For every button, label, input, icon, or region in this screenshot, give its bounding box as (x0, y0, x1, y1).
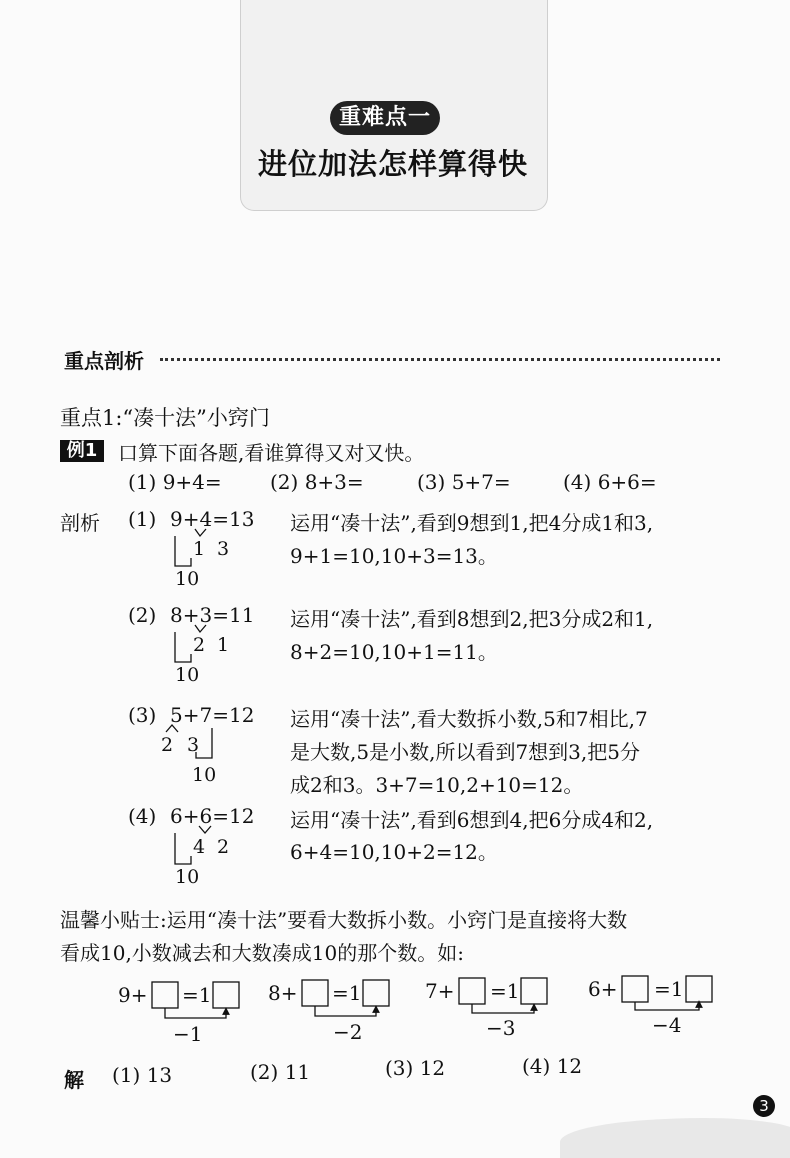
analysis-label: 剖析 (60, 511, 100, 535)
case-4-equation: 6+6=12 (170, 804, 255, 828)
case-2-index: (2) (128, 603, 157, 627)
answer-3: (3) 12 (385, 1056, 446, 1080)
point-title: 重点1:“凑十法”小窍门 (60, 406, 270, 430)
case-3-split-a: 2 (161, 734, 174, 756)
case-1-index: (1) (128, 507, 157, 531)
formula-3-equals: =1 (490, 979, 520, 1003)
case-2-split-b: 1 (217, 634, 230, 656)
formula-4-minus: −4 (652, 1013, 682, 1037)
case-1-split-a: 1 (193, 538, 206, 560)
answer-2: (2) 11 (250, 1060, 311, 1084)
case-4-index: (4) (128, 804, 157, 828)
answer-4: (4) 12 (522, 1054, 583, 1078)
case-4-line-2: 6+4=10,10+2=12。 (290, 840, 498, 864)
formula-3-first: 7+ (425, 979, 455, 1003)
answer-1: (1) 13 (112, 1063, 173, 1087)
case-1-line-1: 运用“凑十法”,看到9想到1,把4分成1和3, (290, 511, 654, 535)
section-title: 重点剖析 (64, 349, 144, 373)
formula-2-first: 8+ (268, 981, 298, 1005)
example-question: 口算下面各题,看谁算得又对又快。 (118, 441, 425, 465)
solution-label: 解 (64, 1068, 84, 1092)
case-3-equation: 5+7=12 (170, 703, 255, 727)
example-item-1: (1) 9+4= (128, 470, 222, 494)
case-3-line-3: 成2和3。3+7=10,2+10=12。 (290, 773, 584, 797)
formula-1-first: 9+ (118, 983, 148, 1007)
tip-line-2: 看成10,小数减去和大数凑成10的那个数。如: (60, 941, 464, 965)
case-4-split-b: 2 (217, 836, 230, 858)
example-item-2: (2) 8+3= (270, 470, 364, 494)
formula-2-equals: =1 (332, 981, 362, 1005)
formula-2-minus: −2 (333, 1020, 363, 1044)
case-1-split-b: 3 (217, 538, 230, 560)
case-4-line-1: 运用“凑十法”,看到6想到4,把6分成4和2, (290, 808, 654, 832)
formula-4-equals: =1 (654, 977, 684, 1001)
case-3-ten: 10 (192, 764, 217, 786)
formula-4-first: 6+ (588, 977, 618, 1001)
case-1-line-2: 9+1=10,10+3=13。 (290, 544, 498, 568)
case-2-ten: 10 (175, 664, 200, 686)
case-2-line-1: 运用“凑十法”,看到8想到2,把3分成2和1, (290, 607, 654, 631)
case-3-line-1: 运用“凑十法”,看大数拆小数,5和7相比,7 (290, 707, 648, 731)
formula-3-minus: −3 (486, 1016, 516, 1040)
case-4-ten: 10 (175, 866, 200, 888)
chapter-badge: 重难点一 (330, 101, 440, 135)
case-2-line-2: 8+2=10,10+1=11。 (290, 640, 498, 664)
page-number: 3 (753, 1095, 775, 1117)
case-1-equation: 9+4=13 (170, 507, 255, 531)
formula-1-equals: =1 (182, 983, 212, 1007)
tip-line-1: 温馨小贴士:运用“凑十法”要看大数拆小数。小窍门是直接将大数 (60, 908, 628, 932)
formula-1-minus: −1 (173, 1022, 203, 1046)
example-badge: 例1 (60, 440, 104, 462)
case-2-split-a: 2 (193, 634, 206, 656)
case-1-ten: 10 (175, 568, 200, 590)
case-4-split-a: 4 (193, 836, 206, 858)
case-3-line-2: 是大数,5是小数,所以看到7想到3,把5分 (290, 740, 640, 764)
case-3-index: (3) (128, 703, 157, 727)
case-2-equation: 8+3=11 (170, 603, 255, 627)
case-3-split-b: 3 (187, 734, 200, 756)
example-item-4: (4) 6+6= (563, 470, 657, 494)
example-item-3: (3) 5+7= (417, 470, 511, 494)
chapter-title: 进位加法怎样算得快 (257, 147, 528, 181)
